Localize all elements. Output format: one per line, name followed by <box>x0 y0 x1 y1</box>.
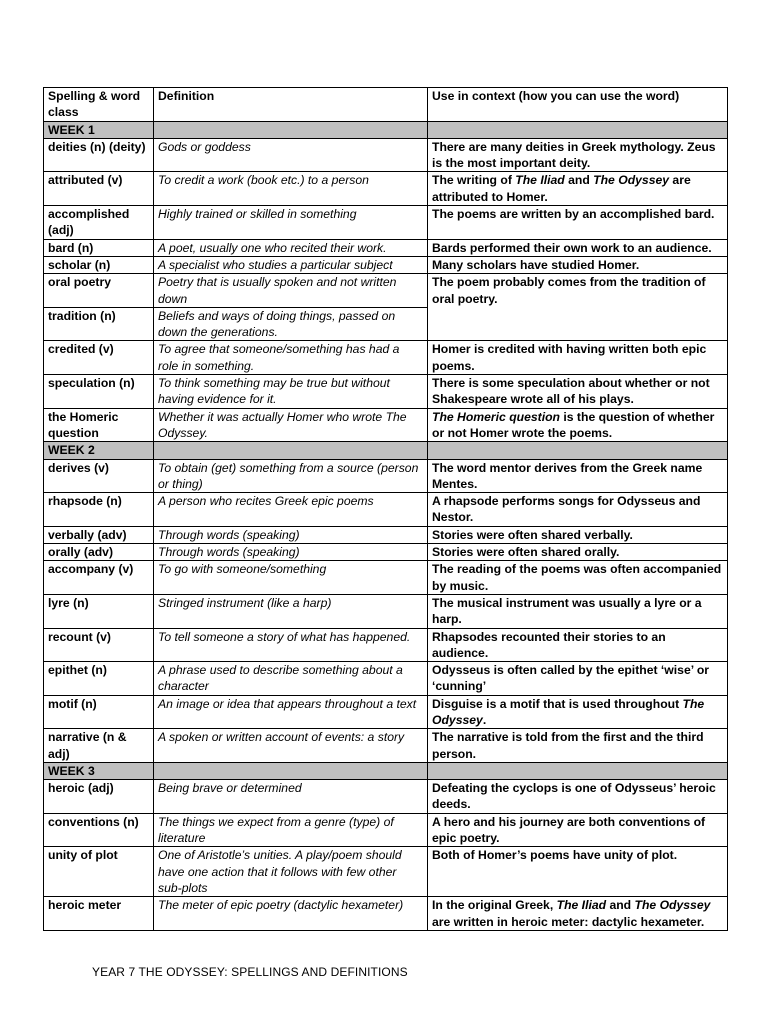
definition-cell: Stringed instrument (like a harp) <box>154 594 428 628</box>
context-text: Rhapsodes recounted their stories to an audience. <box>432 629 666 660</box>
definition-cell: To go with someone/something <box>154 561 428 595</box>
vocab-row <box>44 138 728 172</box>
word-cell: speculation (n) <box>44 375 154 409</box>
word-cell: derives (v) <box>44 459 154 493</box>
word-cell: narrative (n & adj) <box>44 729 154 763</box>
context-text: Bards performed their own work to an audience. <box>432 240 712 255</box>
week-blank-cell <box>428 121 728 138</box>
vocab-row <box>44 662 728 696</box>
vocab-row <box>44 729 728 763</box>
context-text: The writing of <box>432 173 516 188</box>
definition-cell: To tell someone a story of what has happened. <box>154 628 428 662</box>
vocab-row <box>44 274 728 308</box>
use-in-context-cell <box>428 408 728 442</box>
week-blank-cell <box>154 442 428 459</box>
context-text: . <box>482 712 487 727</box>
context-text: A rhapsode performs songs for Odysseus and Nestor. <box>432 494 701 525</box>
header-row <box>44 88 728 122</box>
vocab-row <box>44 239 728 256</box>
use-in-context-cell <box>428 813 728 847</box>
vocab-row <box>44 172 728 206</box>
definition-cell: One of Aristotle’s unities. A play/poem should have one action that it follows with few other sub-plots <box>154 847 428 897</box>
vocabulary-table-body <box>44 88 728 931</box>
vocab-row <box>44 526 728 543</box>
context-text: are attributed to Homer. <box>432 173 691 204</box>
title-italic-text: The Odyssey <box>634 898 711 913</box>
week-blank-cell <box>154 121 428 138</box>
vocab-row <box>44 341 728 375</box>
vocab-row <box>44 256 728 273</box>
vocab-row <box>44 206 728 240</box>
vocab-row <box>44 695 728 729</box>
use-in-context-cell <box>428 897 728 931</box>
vocab-row <box>44 375 728 409</box>
use-in-context-cell <box>428 274 728 341</box>
context-text: are written in heroic meter: dactylic hexameter. <box>432 914 705 929</box>
context-text: and <box>606 898 635 913</box>
vocab-row <box>44 628 728 662</box>
context-text: Homer is credited with having written both epic poems. <box>432 342 707 373</box>
context-text: and <box>564 173 594 188</box>
vocabulary-table <box>43 87 728 931</box>
title-italic-text: The Iliad <box>515 173 565 188</box>
vocab-row <box>44 408 728 442</box>
word-cell: credited (v) <box>44 341 154 375</box>
definition-cell: To obtain (get) something from a source (person or thing) <box>154 459 428 493</box>
word-cell: recount (v) <box>44 628 154 662</box>
context-text: There are many deities in Greek mythology. Zeus is the most important deity. <box>432 139 716 171</box>
definition-cell: An image or idea that appears throughout a text <box>154 695 428 729</box>
definition-cell: Through words (speaking) <box>154 526 428 543</box>
header-definition: Definition <box>154 88 428 122</box>
use-in-context-cell <box>428 206 728 240</box>
word-cell: accomplished (adj) <box>44 206 154 240</box>
context-text: is the question of whether or not Homer wrote the poems. <box>432 409 715 440</box>
use-in-context-cell <box>428 847 728 897</box>
definition-cell: Highly trained or skilled in something <box>154 206 428 240</box>
use-in-context-cell <box>428 526 728 543</box>
week-row <box>44 762 728 779</box>
word-cell: motif (n) <box>44 695 154 729</box>
word-cell: unity of plot <box>44 847 154 897</box>
context-text: Odysseus is often called by the epithet ‘wise’ or ‘cunning’ <box>432 663 710 694</box>
context-text: Defeating the cyclops is one of Odysseus’ heroic deeds. <box>432 781 716 812</box>
context-text: Stories were often shared orally. <box>432 545 620 560</box>
context-text: There is some speculation about whether or not Shakespeare wrote all of his plays. <box>432 376 710 407</box>
use-in-context-cell <box>428 493 728 527</box>
context-text: The poems are written by an accomplished bard. <box>432 207 715 222</box>
context-text: The poem probably comes from the tradition of oral poetry. <box>432 275 706 306</box>
word-cell: accompany (v) <box>44 561 154 595</box>
definition-cell: A person who recites Greek epic poems <box>154 493 428 527</box>
definition-cell: The things we expect from a genre (type) of literature <box>154 813 428 847</box>
use-in-context-cell <box>428 138 728 172</box>
word-cell: attributed (v) <box>44 172 154 206</box>
context-text: The narrative is told from the first and the third person. <box>432 730 704 761</box>
vocab-row <box>44 780 728 814</box>
vocab-row <box>44 847 728 897</box>
word-cell: conventions (n) <box>44 813 154 847</box>
title-italic-text: The Homeric question <box>432 409 560 424</box>
word-cell: epithet (n) <box>44 662 154 696</box>
definition-cell: Poetry that is usually spoken and not written down <box>154 274 428 308</box>
week-label: WEEK 2 <box>44 442 154 459</box>
definition-cell: A spoken or written account of events: a story <box>154 729 428 763</box>
vocab-row <box>44 459 728 493</box>
word-cell: heroic (adj) <box>44 780 154 814</box>
title-italic-text: The Iliad <box>556 898 607 913</box>
definition-cell: The meter of epic poetry (dactylic hexameter) <box>154 897 428 931</box>
word-cell: bard (n) <box>44 239 154 256</box>
definition-cell: Gods or goddess <box>154 138 428 172</box>
use-in-context-cell <box>428 594 728 628</box>
vocab-row <box>44 544 728 561</box>
week-label: WEEK 3 <box>44 762 154 779</box>
context-text: Disguise is a motif that is used throughout <box>432 696 683 711</box>
header-use-in-context: Use in context (how you can use the word) <box>428 88 728 122</box>
use-in-context-cell <box>428 544 728 561</box>
vocab-row <box>44 897 728 931</box>
word-cell: oral poetry <box>44 274 154 308</box>
context-text: A hero and his journey are both conventions of epic poetry. <box>432 814 706 846</box>
week-row <box>44 442 728 459</box>
vocab-row <box>44 813 728 847</box>
word-cell: heroic meter <box>44 897 154 931</box>
word-cell: verbally (adv) <box>44 526 154 543</box>
week-blank-cell <box>154 762 428 779</box>
word-cell: lyre (n) <box>44 594 154 628</box>
definition-cell: To think something may be true but without having evidence for it. <box>154 375 428 409</box>
definition-cell: Being brave or determined <box>154 780 428 814</box>
use-in-context-cell <box>428 375 728 409</box>
vocab-row <box>44 493 728 527</box>
use-in-context-cell <box>428 239 728 256</box>
definition-cell: Through words (speaking) <box>154 544 428 561</box>
use-in-context-cell <box>428 695 728 729</box>
use-in-context-cell <box>428 341 728 375</box>
use-in-context-cell <box>428 172 728 206</box>
use-in-context-cell <box>428 662 728 696</box>
definition-cell: A poet, usually one who recited their work. <box>154 239 428 256</box>
vocab-row <box>44 561 728 595</box>
definition-cell: A specialist who studies a particular subject <box>154 256 428 273</box>
title-italic-text: The Odyssey <box>593 173 670 188</box>
context-text: Stories were often shared verbally. <box>432 527 633 542</box>
context-text: Many scholars have studied Homer. <box>432 257 640 272</box>
use-in-context-cell <box>428 256 728 273</box>
word-cell: tradition (n) <box>44 307 154 341</box>
word-cell: the Homeric question <box>44 408 154 442</box>
use-in-context-cell <box>428 561 728 595</box>
use-in-context-cell <box>428 780 728 814</box>
word-cell: scholar (n) <box>44 256 154 273</box>
definition-cell: Beliefs and ways of doing things, passed on down the generations. <box>154 307 428 341</box>
definition-cell: Whether it was actually Homer who wrote The Odyssey. <box>154 408 428 442</box>
context-text: The musical instrument was usually a lyre or a harp. <box>432 595 702 627</box>
context-text: Both of Homer’s poems have unity of plot. <box>432 848 678 863</box>
context-text: The reading of the poems was often accompanied by music. <box>432 562 722 593</box>
word-cell: rhapsode (n) <box>44 493 154 527</box>
week-blank-cell <box>428 442 728 459</box>
week-blank-cell <box>428 762 728 779</box>
week-label: WEEK 1 <box>44 121 154 138</box>
header-spelling: Spelling & word class <box>44 88 154 122</box>
context-text: In the original Greek, <box>432 898 557 913</box>
use-in-context-cell <box>428 459 728 493</box>
word-cell: deities (n) (deity) <box>44 138 154 172</box>
use-in-context-cell <box>428 729 728 763</box>
word-cell: orally (adv) <box>44 544 154 561</box>
definition-cell: To credit a work (book etc.) to a person <box>154 172 428 206</box>
context-text: The word mentor derives from the Greek name Mentes. <box>432 460 703 491</box>
definition-cell: To agree that someone/something has had a role in something. <box>154 341 428 375</box>
title-italic-text: The Odyssey <box>432 696 705 727</box>
page-footer: YEAR 7 THE ODYSSEY: SPELLINGS AND DEFINITIONS <box>92 965 408 979</box>
use-in-context-cell <box>428 628 728 662</box>
vocab-row <box>44 594 728 628</box>
definition-cell: A phrase used to describe something about a character <box>154 662 428 696</box>
week-row <box>44 121 728 138</box>
